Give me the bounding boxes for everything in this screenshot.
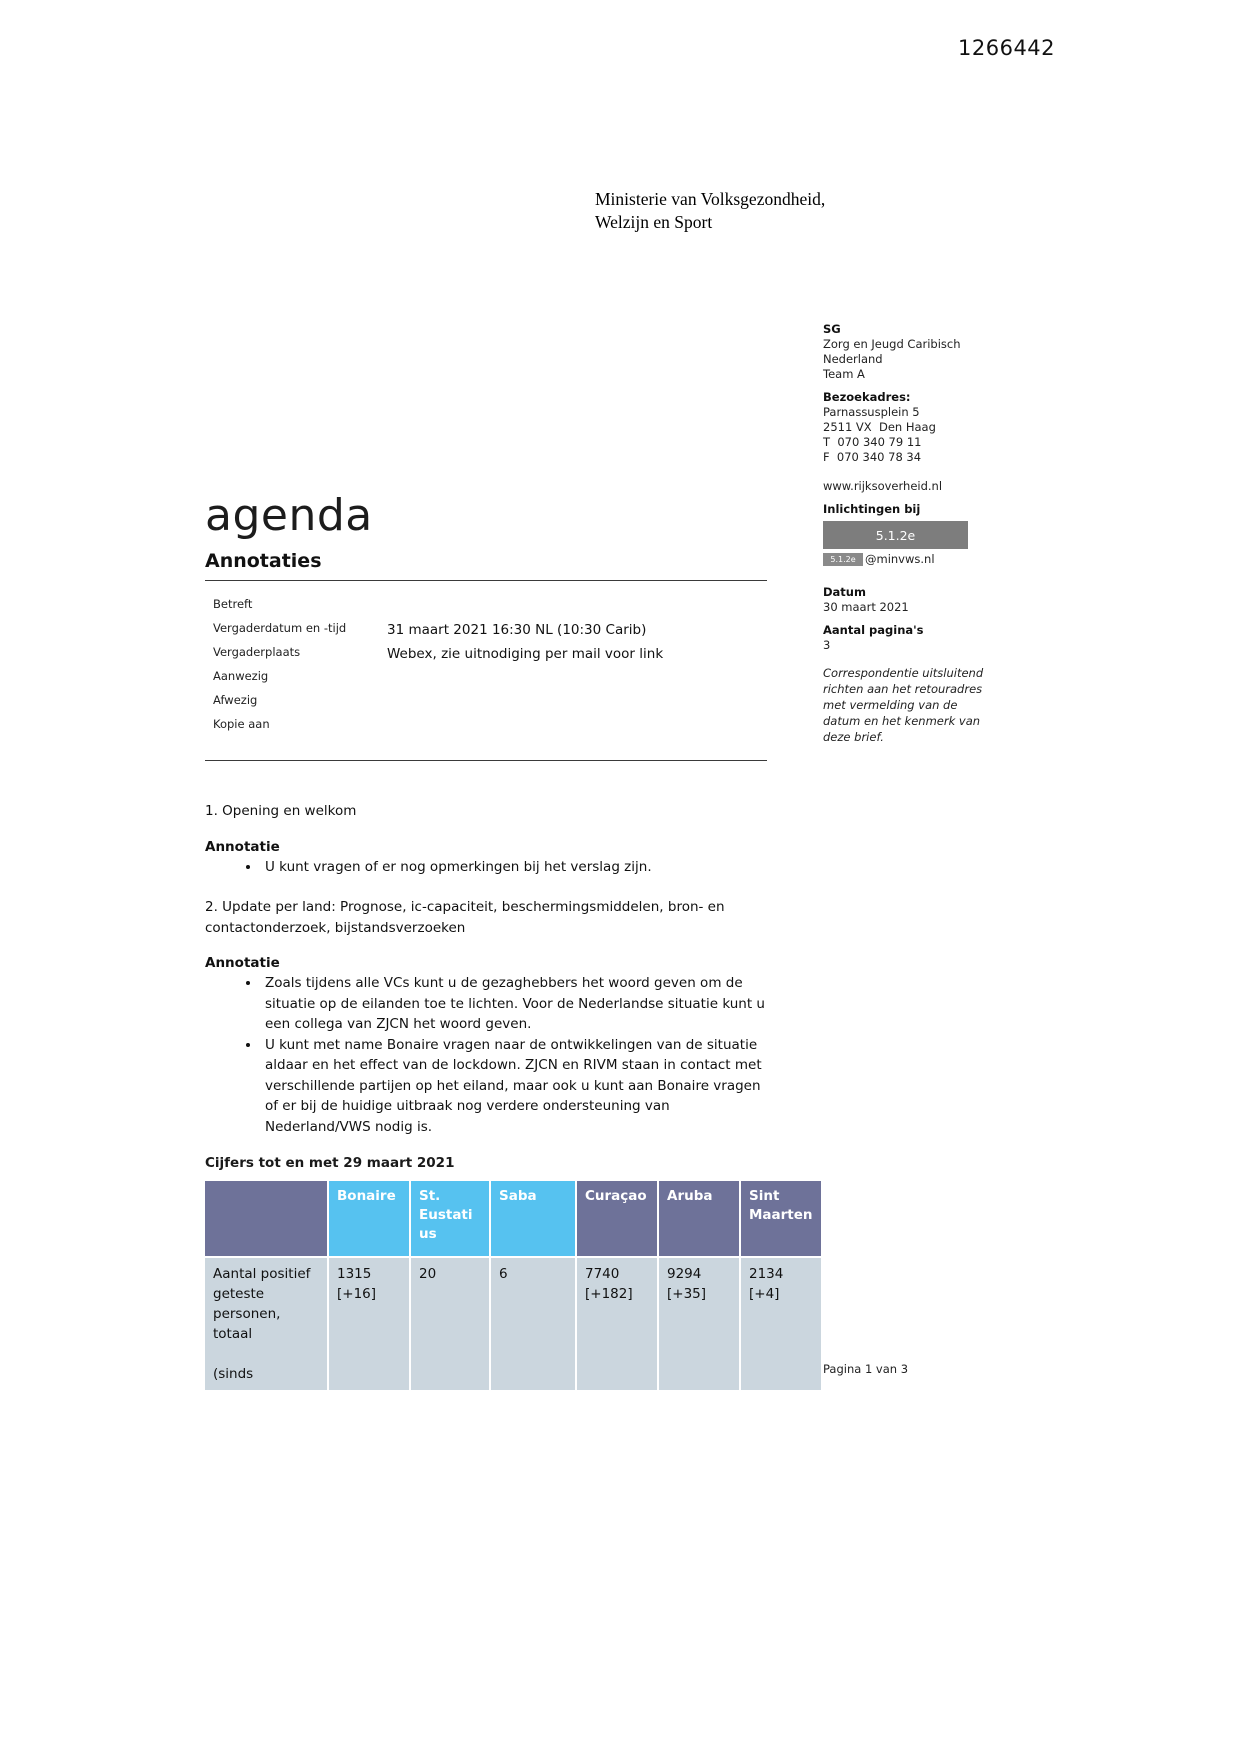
meta-label: Vergaderdatum en -tijd — [213, 621, 347, 635]
meta-value: Webex, zie uitnodiging per mail voor link — [387, 646, 664, 662]
ministry-line-2: Welzijn en Sport — [595, 212, 713, 232]
divider — [205, 580, 767, 581]
bullet-item: • U kunt vragen of er nog opmerkingen bij het verslag zijn. — [261, 857, 767, 878]
meta-row-aanwezig — [205, 666, 767, 690]
meta-row-datum-tijd — [205, 618, 767, 642]
section-2-title: 2. Update per land: Prognose, ic-capaciteit, beschermingsmiddelen, bron- en contactonderzoek, bijstandsverzoeken — [205, 899, 725, 936]
meta-label: Vergaderplaats — [213, 645, 301, 659]
page-count-value: 3 — [823, 638, 831, 652]
letterhead-sidebar — [823, 322, 991, 745]
table-header-bonaire: Bonaire — [329, 1181, 409, 1256]
table-header-curacao: Curaçao — [577, 1181, 657, 1256]
address-line: Parnassusplein 5 — [823, 405, 920, 419]
annotatie-label: Annotatie — [205, 838, 280, 855]
table-cell-bonaire: 1315 [+16] — [329, 1258, 409, 1390]
website-text: www.rijksoverheid.nl — [823, 479, 943, 493]
table-header-st-eustatius: St. Eustatius — [411, 1181, 489, 1256]
table-title: Cijfers tot en met 29 maart 2021 — [205, 1155, 455, 1171]
table-header-aruba: Aruba — [659, 1181, 739, 1256]
meta-row-vergaderplaats — [205, 642, 767, 666]
meta-row-betreft — [205, 594, 767, 618]
bullet-item: • Zoals tijdens alle VCs kunt u de gezaghebbers het woord geven om de situatie op de eilanden toe te lichten. Voor de Nederlandse situatie kunt u een collega van ZJCN het woord geven. — [261, 973, 767, 1035]
table-cell-curacao: 7740 [+182] — [577, 1258, 657, 1390]
row-label-continuation: (sinds — [213, 1366, 254, 1382]
annotatie-1-bullets — [205, 857, 767, 878]
page-footer: Pagina 1 van 3 — [823, 1362, 909, 1376]
page-subtitle: Annotaties — [205, 550, 322, 572]
document-number: 1266442 — [958, 36, 1056, 60]
covid-figures-table — [205, 1181, 821, 1390]
email-suffix: @minvws.nl — [865, 552, 935, 566]
department-line: Nederland — [823, 352, 883, 366]
divider — [205, 760, 767, 761]
table-header-empty — [205, 1181, 327, 1256]
contact-label: Inlichtingen bij — [823, 502, 921, 516]
table-cell-st-eustatius: 20 — [411, 1258, 489, 1390]
table-header-sint-maarten: Sint Maarten — [741, 1181, 821, 1256]
redaction-box: 5.1.2e — [823, 521, 968, 549]
meta-value: 31 maart 2021 16:30 NL (10:30 Carib) — [387, 622, 647, 638]
department-line: Zorg en Jeugd Caribisch — [823, 337, 961, 351]
phone-line: T 070 340 79 11 — [823, 435, 922, 449]
page-title: agenda — [205, 490, 373, 541]
page-count-label: Aantal pagina's — [823, 623, 924, 637]
table-header-saba: Saba — [491, 1181, 575, 1256]
unit-label: SG — [823, 322, 841, 336]
meta-label: Kopie aan — [213, 717, 270, 731]
date-label: Datum — [823, 585, 866, 599]
fax-line: F 070 340 78 34 — [823, 450, 922, 464]
main-content — [205, 490, 813, 1390]
meta-row-afwezig — [205, 690, 767, 714]
date-value: 30 maart 2021 — [823, 600, 909, 614]
table-cell-sint-maarten: 2134 [+4] — [741, 1258, 821, 1390]
annotatie-2-bullets — [205, 973, 767, 1137]
ministry-header — [595, 188, 825, 234]
table-cell-saba: 6 — [491, 1258, 575, 1390]
table-cell-aruba: 9294 [+35] — [659, 1258, 739, 1390]
meta-label: Afwezig — [213, 693, 258, 707]
department-line: Team A — [823, 367, 865, 381]
section-1-title: 1. Opening en welkom — [205, 803, 357, 819]
meeting-meta — [205, 594, 767, 738]
row-label-text: Aantal positief geteste personen, totaal — [213, 1266, 311, 1342]
bullet-item: • U kunt met name Bonaire vragen naar de ontwikkelingen van de situatie aldaar en het effect van de lockdown. ZJCN en RIVM staan in contact met verschillende partijen op het eiland, maar ook u kunt aan Bonaire vragen of er bij de huidige uitbraak nog verdere ondersteuning van Nederland/VWS nodig is. — [261, 1035, 767, 1138]
email-row — [823, 552, 991, 567]
meta-label: Aanwezig — [213, 669, 269, 683]
address-line: 2511 VX Den Haag — [823, 420, 936, 434]
ministry-line-1: Ministerie van Volksgezondheid, — [595, 189, 826, 209]
redaction-box-small: 5.1.2e — [823, 553, 863, 566]
annotatie-label: Annotatie — [205, 955, 280, 971]
table-row-label — [205, 1258, 327, 1390]
correspondence-note: Correspondentie uitsluitend richten aan het retouradres met vermelding van de datum en het kenmerk van deze brief. — [823, 666, 984, 744]
meta-row-kopie-aan — [205, 714, 767, 738]
meta-label: Betreft — [213, 597, 253, 611]
visit-address-label: Bezoekadres: — [823, 390, 911, 404]
